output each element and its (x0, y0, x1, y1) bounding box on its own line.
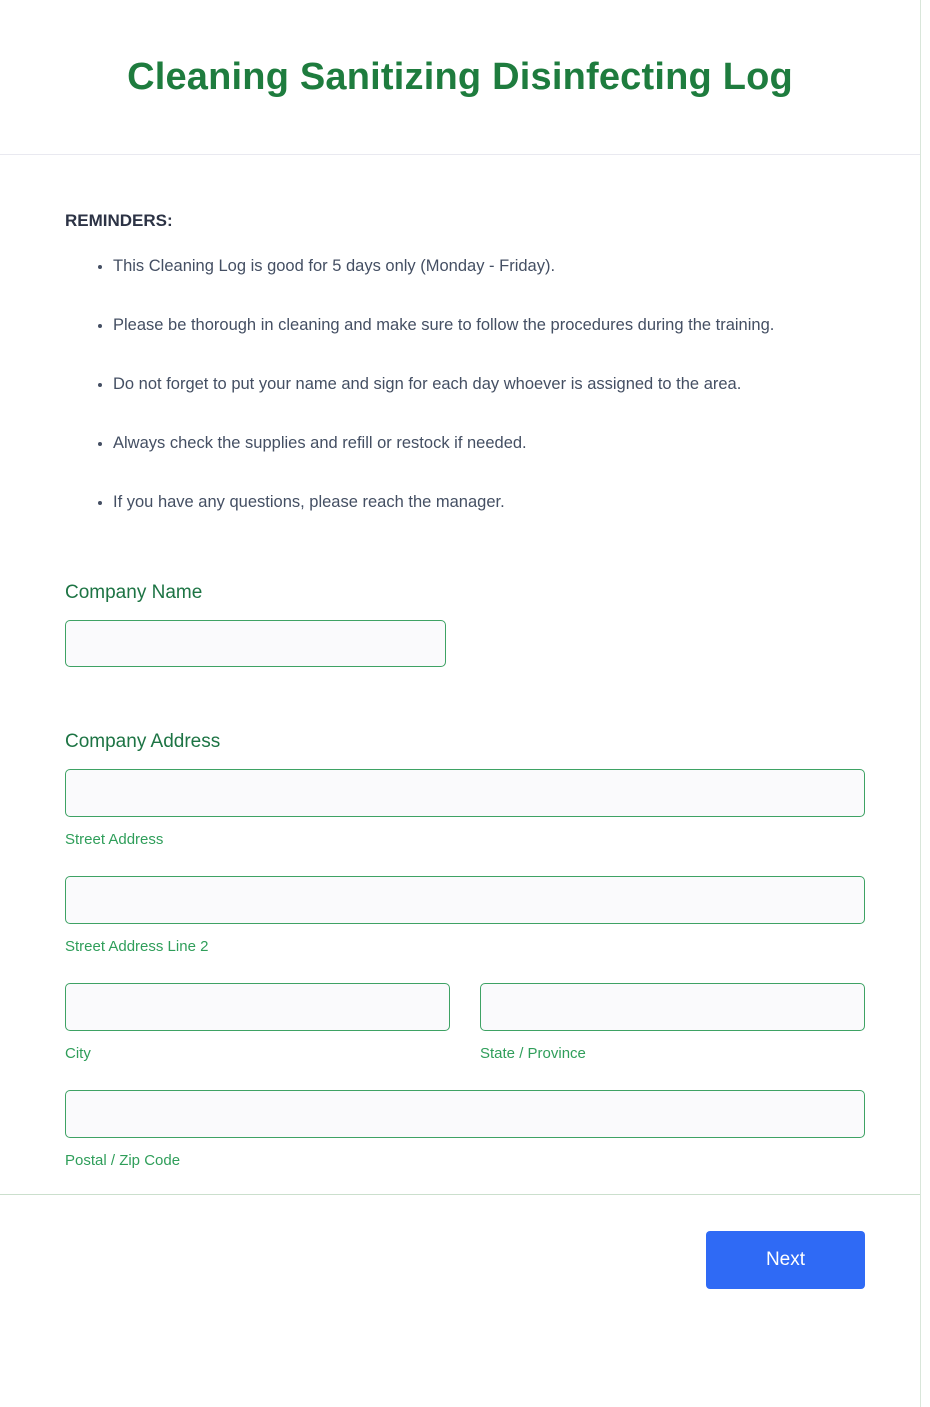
form-body (0, 211, 920, 1169)
reminder-item: • Always check the supplies and refill or restock if needed. (113, 429, 838, 457)
reminder-item: • Please be thorough in cleaning and make sure to follow the procedures during the training. (113, 311, 838, 339)
reminder-item: • This Cleaning Log is good for 5 days only (Monday - Friday). (113, 252, 838, 280)
street-address-line2-sublabel: Street Address Line 2 (65, 938, 209, 955)
company-name-label: Company Name (65, 582, 203, 603)
reminders-list (65, 252, 864, 516)
street-address-sublabel: Street Address (65, 831, 164, 848)
reminders-heading: REMINDERS: (65, 211, 173, 230)
state-province-sublabel: State / Province (480, 1045, 586, 1062)
company-address-label: Company Address (65, 731, 221, 752)
city-input[interactable] (65, 983, 450, 1031)
postal-zip-sublabel: Postal / Zip Code (65, 1152, 181, 1169)
form-title: Cleaning Sanitizing Disinfecting Log (127, 55, 793, 98)
city-state-row (65, 983, 865, 1062)
next-button[interactable]: Next (706, 1231, 865, 1289)
company-name-input[interactable] (65, 620, 446, 667)
street-address-input[interactable] (65, 769, 865, 817)
postal-zip-input[interactable] (65, 1090, 865, 1138)
state-province-input[interactable] (480, 983, 865, 1031)
city-column (65, 983, 450, 1062)
state-column (480, 983, 865, 1062)
street-address-line2-input[interactable] (65, 876, 865, 924)
reminder-item: • If you have any questions, please reach the manager. (113, 488, 838, 516)
form-footer (0, 1195, 920, 1289)
form-header (0, 0, 920, 155)
city-sublabel: City (65, 1045, 91, 1062)
reminder-item: • Do not forget to put your name and sign for each day whoever is assigned to the area. (113, 370, 838, 398)
